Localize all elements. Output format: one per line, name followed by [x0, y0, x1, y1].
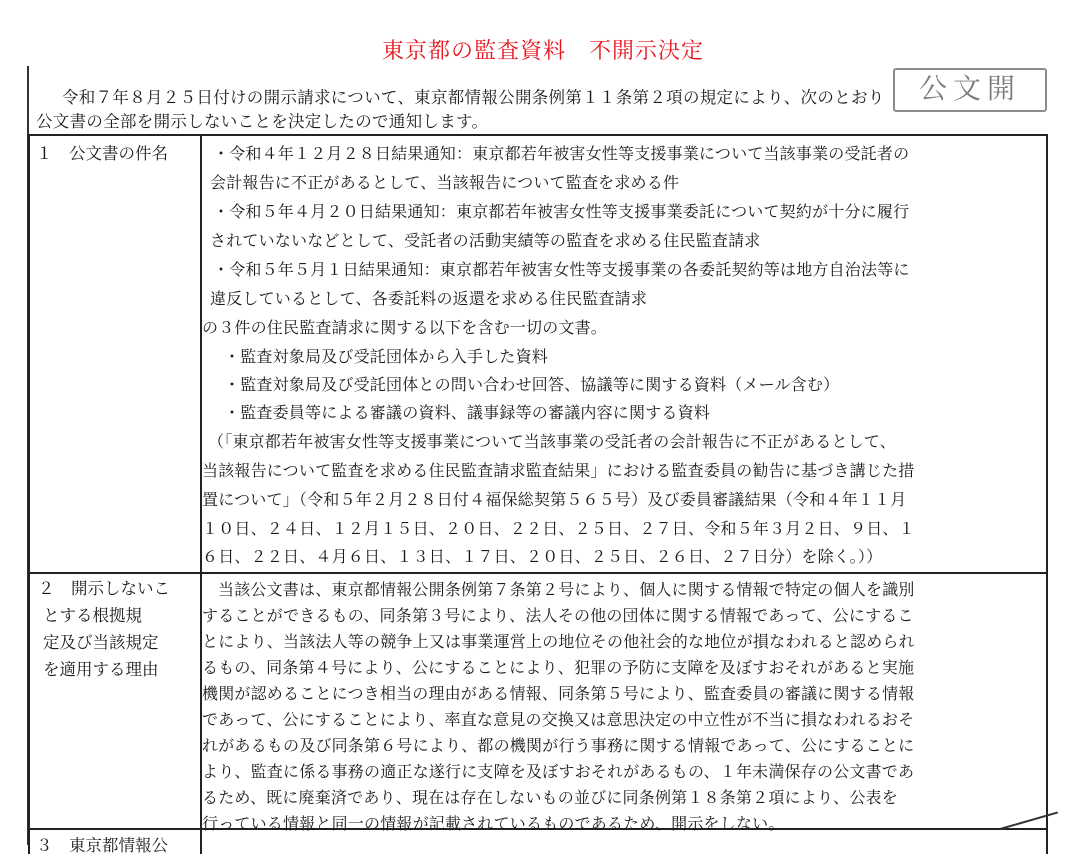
section1-line: 会計報告に不正があるとして、当該報告について監査を求める件 — [210, 173, 680, 192]
section2-line: るもの、同条第４号により、公にすることにより、犯罪の予防に支障を及ぼすおそれがあると実施 — [202, 658, 915, 677]
section2-line: することができるもの、同条第３号により、法人その他の団体に関する情報であって、公にするこ — [202, 606, 914, 625]
intro-paragraph — [36, 86, 1056, 134]
section3-label: ３ 東京都情報公 — [36, 836, 168, 855]
section2-line: とにより、当該法人等の競争上又は事業運営上の地位その他社会的な地位が損なわれると認められ — [202, 632, 915, 651]
section1-line: ・令和５年４月２０日結果通知：東京都若年被害女性等支援事業委託について契約が十分に履行 — [213, 202, 910, 221]
table-row-divider — [28, 572, 1048, 574]
section1-line: 当該報告について監査を求める住民監査請求監査結果」における監査委員の勧告に基づき講じた措 — [202, 461, 915, 480]
section2-label-line: を適用する理由 — [43, 660, 159, 679]
section1-line: されていないなどとして、受託者の活動実績等の監査を求める住民監査請求 — [210, 231, 761, 250]
intro-line: 令和７年８月２５日付けの開示請求について、東京都情報公開条例第１１条第２項の規定により、次のとおり — [62, 88, 885, 107]
section2-line: れがあるもの及び同条第６号により、都の機関が行う事務に関する情報であって、公にすることに — [202, 736, 915, 755]
section2-line: 当該公文書は、東京都情報公開条例第７条第２号により、個人に関する情報で特定の個人を識別 — [218, 580, 915, 599]
section1-line: （「東京都若年被害女性等支援事業について当該事業の受託者の会計報告に不正があるとして、 — [208, 432, 896, 451]
table-border-left — [28, 134, 30, 854]
section1-line: ・監査委員等による審議の資料、議事録等の審議内容に関する資料 — [224, 403, 711, 422]
section2-label-line: ２ 開示しないこ — [38, 579, 170, 598]
decision-table — [28, 134, 1048, 854]
section1-line: ６日、２２日、４月６日、１３日、１７日、２０日、２５日、２６日、２７日分）を除く。）） — [202, 547, 883, 566]
section2-line: より、監査に係る事務の適正な遂行に支障を及ぼすおそれがあるもの、１年未満保存の公文書であ — [202, 762, 915, 781]
table-border-right — [1046, 134, 1048, 854]
section2-label-line: とする根拠規 — [43, 606, 142, 625]
section2-line: 行っている情報と同一の情報が記載されているものであるため、開示をしない。 — [202, 814, 785, 833]
section1-line: の３件の住民監査請求に関する以下を含む一切の文書。 — [202, 318, 608, 337]
seal-stamp: 公文開 — [893, 68, 1047, 112]
page-title: 東京都の監査資料 不開示決定 — [381, 39, 704, 64]
section1-line: ・監査対象局及び受託団体との問い合わせ回答、協議等に関する資料（メール含む） — [224, 375, 840, 394]
section2-line: であって、公にすることにより、率直な意見の交換又は意思決定の中立性が不当に損なわれるおそ — [202, 710, 915, 729]
table-border-top — [28, 134, 1048, 136]
section1-line: ・監査対象局及び受託団体から入手した資料 — [224, 347, 549, 366]
section1-line: 違反しているとして、各委託料の返還を求める住民監査請求 — [210, 289, 648, 308]
intro-line: 公文書の全部を開示しないことを決定したので通知します。 — [36, 112, 489, 131]
section2-label-line: 定及び当該規定 — [43, 633, 159, 652]
section1-label: １ 公文書の件名 — [36, 144, 168, 163]
section2-line: 機関が認めることにつき相当の理由がある情報、同条第５号により、監査委員の審議に関する情報 — [202, 684, 915, 703]
section2-line: るため、既に廃棄済であり、現在は存在しないもの並びに同条例第１８条第２項により、公表を — [202, 788, 898, 807]
section1-line: ・令和５年５月１日結果通知：東京都若年被害女性等支援事業の各委託契約等は地方自治法等に — [213, 260, 910, 279]
section1-line: ・令和４年１２月２８日結果通知：東京都若年被害女性等支援事業について当該事業の受託者の — [213, 144, 910, 163]
section1-line: １０日、２４日、１２月１５日、２０日、２２日、２５日、２７日、令和５年３月２日、９日、１ — [202, 519, 915, 538]
section1-line: 置について」（令和５年２月２８日付４福保総契第５６５号）及び委員審議結果（令和４年１１月 — [202, 490, 907, 509]
